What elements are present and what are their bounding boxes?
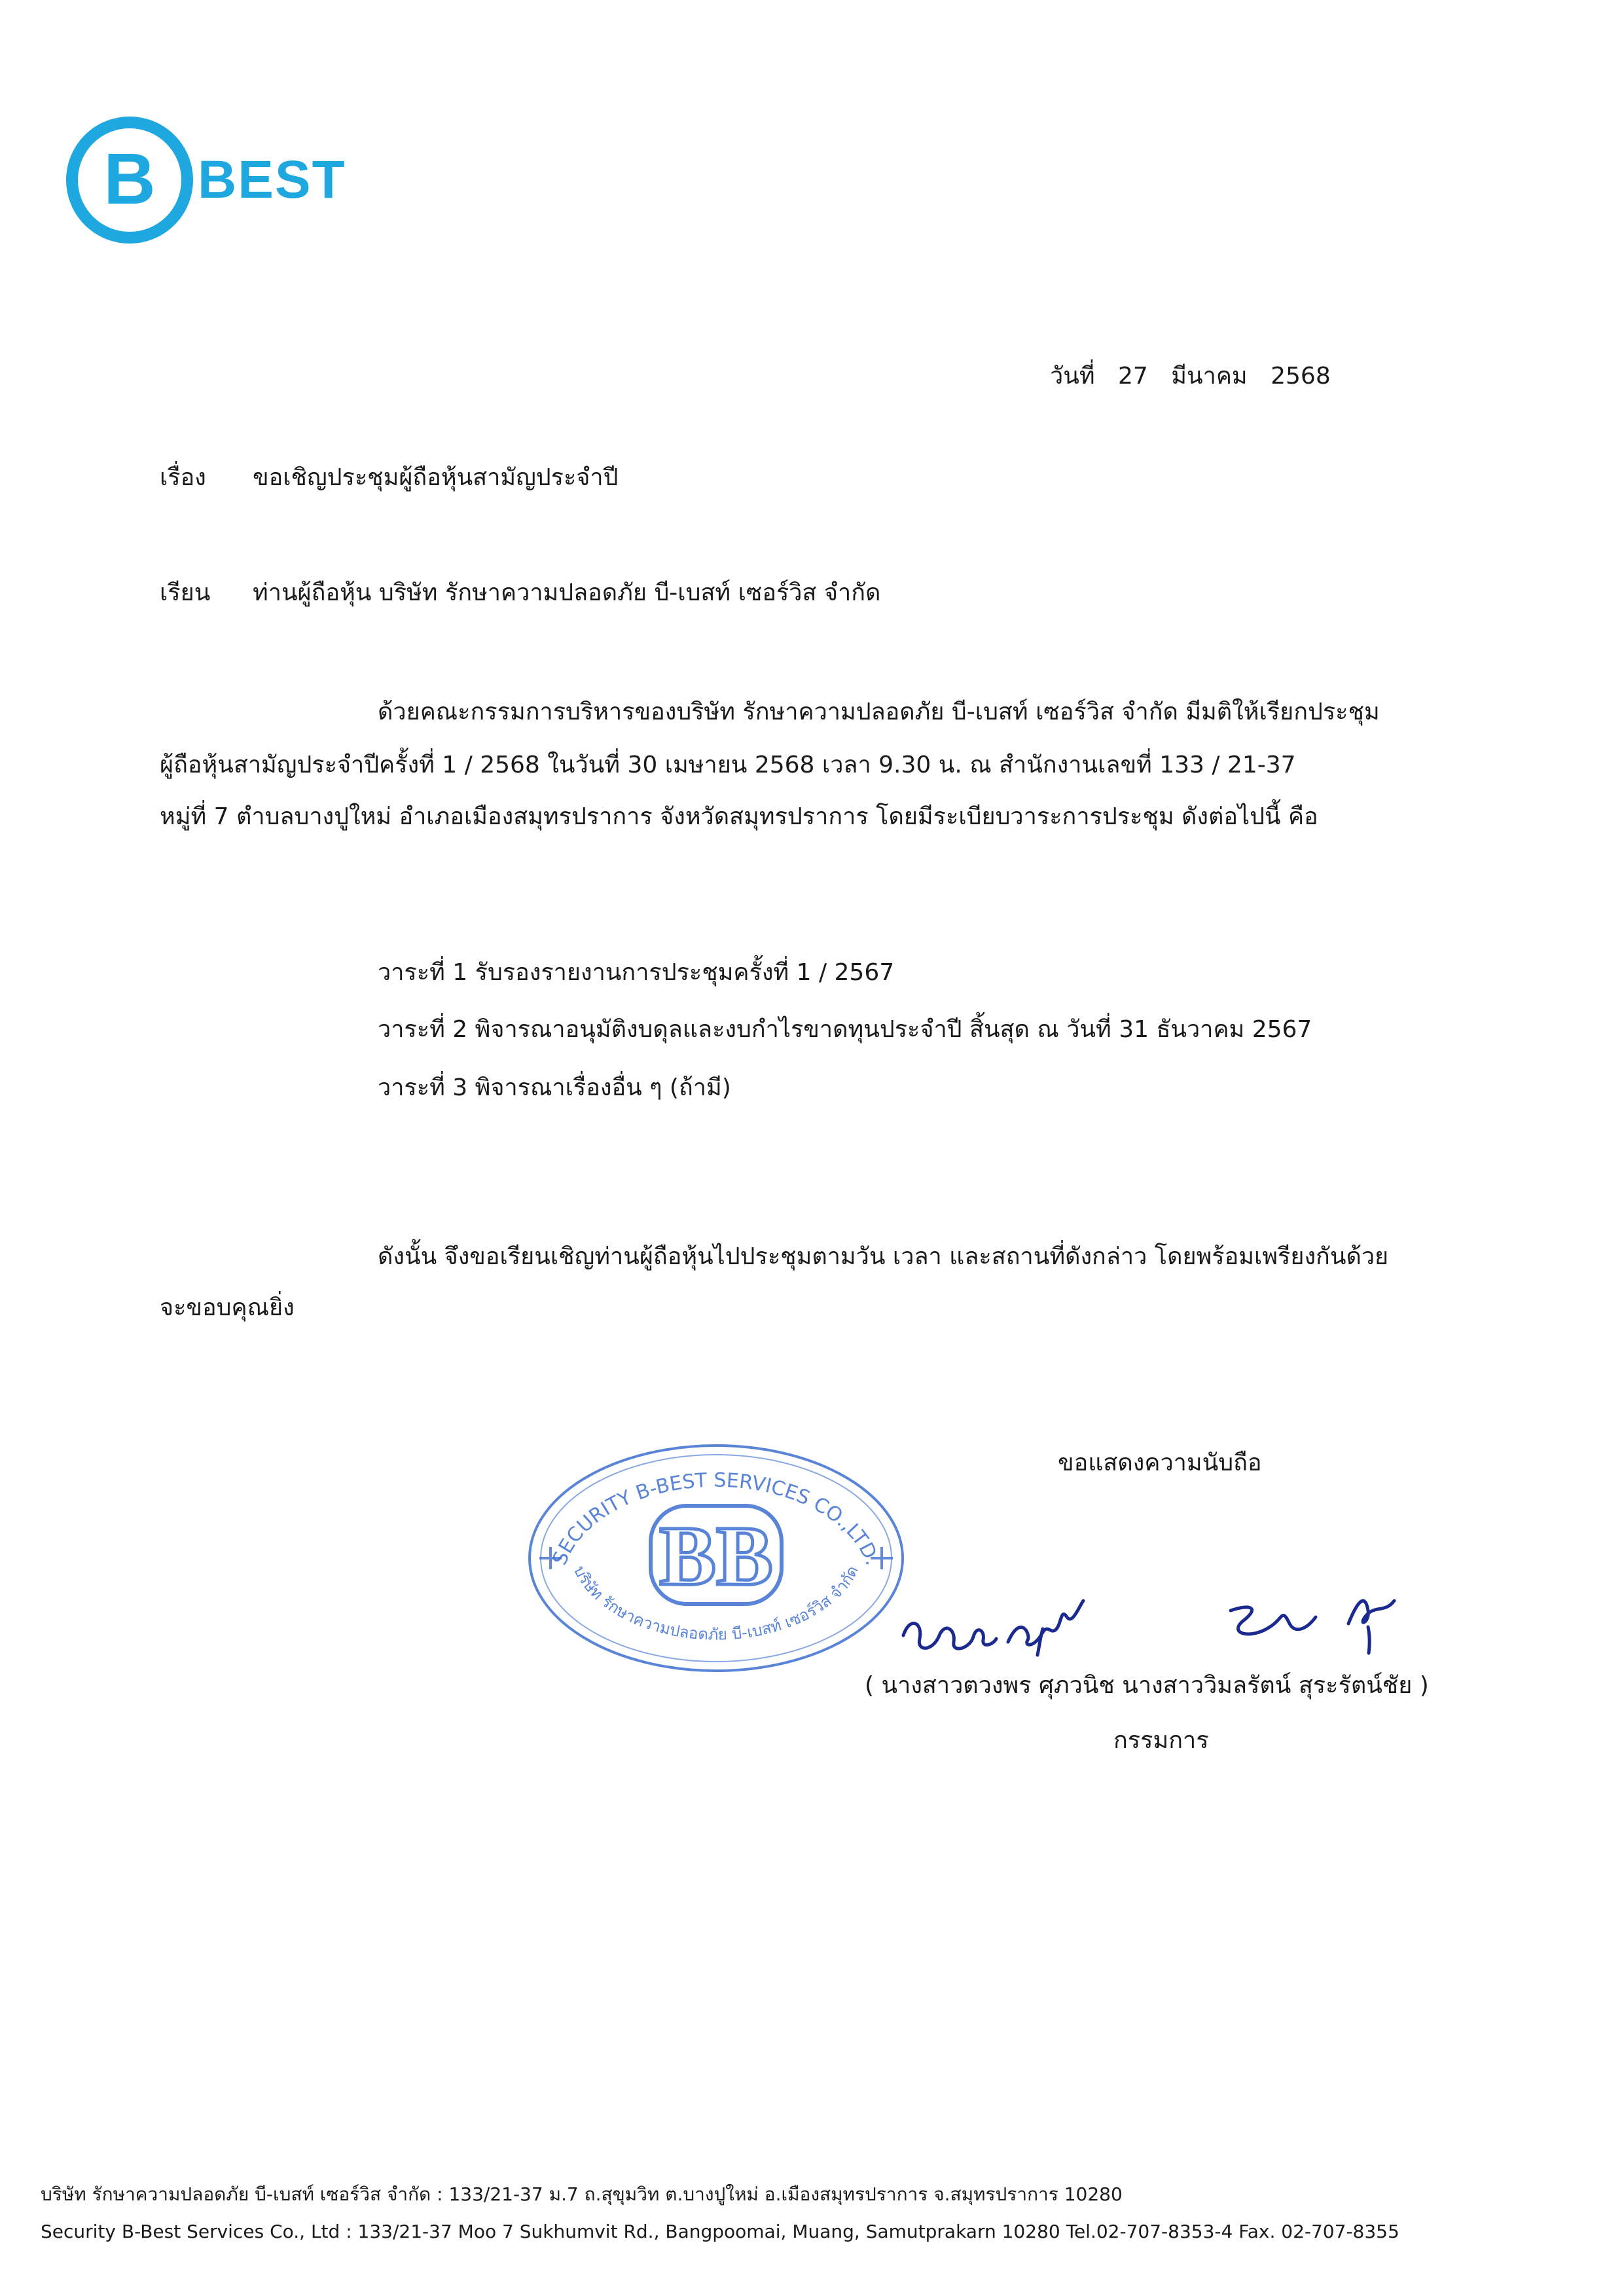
signature-2 <box>1218 1571 1434 1663</box>
body-line-2: ผู้ถือหุ้นสามัญประจำปีครั้งที่ 1 / 2568 ในวันที่ 30 เมษายน 2568 เวลา 9.30 น. ณ สำนักงานเลขที่ 133 / 21-37 <box>160 752 1296 778</box>
closing-salutation: ขอแสดงความนับถือ <box>1058 1449 1262 1476</box>
subject-text: ขอเชิญประชุมผู้ถือหุ้นสามัญประจำปี <box>253 464 619 491</box>
conclusion-line-2: จะขอบคุณยิ่ง <box>160 1294 295 1321</box>
body-line-3: หมู่ที่ 7 ตำบลบางปูใหม่ อำเภอเมืองสมุทรปราการ จังหวัดสมุทรปราการ โดยมีระเบียบวาระการประชุม ดังต่อไปนี้ คือ <box>160 803 1318 830</box>
recipient-text: ท่านผู้ถือหุ้น บริษัท รักษาความปลอดภัย บี-เบสท์ เซอร์วิส จำกัด <box>253 579 881 606</box>
date-day: 27 <box>1118 363 1148 390</box>
body-line-1: ด้วยคณะกรรมการบริหารของบริษัท รักษาความปลอดภัย บี-เบสท์ เซอร์วิส จำกัด มีมติให้เรียกประชุม <box>378 699 1380 725</box>
signer-names: ( นางสาวตวงพร ศุภวนิช นางสาววิมลรัตน์ สุระรัตน์ชัย ) <box>865 1672 1429 1699</box>
footer-address-english: Security B-Best Services Co., Ltd : 133/21-37 Moo 7 Sukhumvit Rd., Bangpoomai, Muang, Samutprakarn 10280 Tel.02-707-8353-4 Fax. 02-707-8355 <box>41 2221 1399 2242</box>
stamp-top-text: SECURITY B-BEST SERVICES CO.,LTD. <box>548 1468 884 1569</box>
signer-role: กรรมการ <box>1113 1727 1209 1754</box>
company-logo-icon <box>64 115 195 246</box>
date-label: วันที่ <box>1050 363 1095 390</box>
date-month: มีนาคม <box>1171 363 1248 390</box>
logo-letter: B <box>103 139 156 219</box>
subject-label: เรื่อง <box>160 464 206 491</box>
stamp-monogram: BB <box>659 1509 773 1603</box>
signature-1 <box>897 1583 1172 1675</box>
letter-date <box>1050 365 1346 388</box>
conclusion-line-1: ดังนั้น จึงขอเรียนเชิญท่านผู้ถือหุ้นไปประชุมตามวัน เวลา และสถานที่ดังกล่าว โดยพร้อมเพรียงกันด้วย <box>378 1243 1389 1270</box>
stamp-bottom-text: บริษัท รักษาความปลอดภัย บี-เบสท์ เซอร์วิส จำกัด <box>569 1563 863 1644</box>
agenda-item-3: วาระที่ 3 พิจารณาเรื่องอื่น ๆ (ถ้ามี) <box>378 1074 731 1101</box>
agenda-item-2: วาระที่ 2 พิจารณาอนุมัติงบดุลและงบกำไรขาดทุนประจำปี สิ้นสุด ณ วันที่ 31 ธันวาคม 2567 <box>378 1016 1312 1043</box>
agenda-item-1: วาระที่ 1 รับรองรายงานการประชุมครั้งที่ 1 / 2567 <box>378 959 895 986</box>
company-stamp <box>520 1434 912 1676</box>
logo-wordmark: BEST <box>198 150 346 210</box>
date-year: 2568 <box>1271 363 1331 390</box>
footer-address-thai: บริษัท รักษาความปลอดภัย บี-เบสท์ เซอร์วิส จำกัด : 133/21-37 ม.7 ถ.สุขุมวิท ต.บางปูใหม่ อ.เมืองสมุทรปราการ จ.สมุทรปราการ 10280 <box>41 2183 1123 2205</box>
recipient-label: เรียน <box>160 579 211 606</box>
